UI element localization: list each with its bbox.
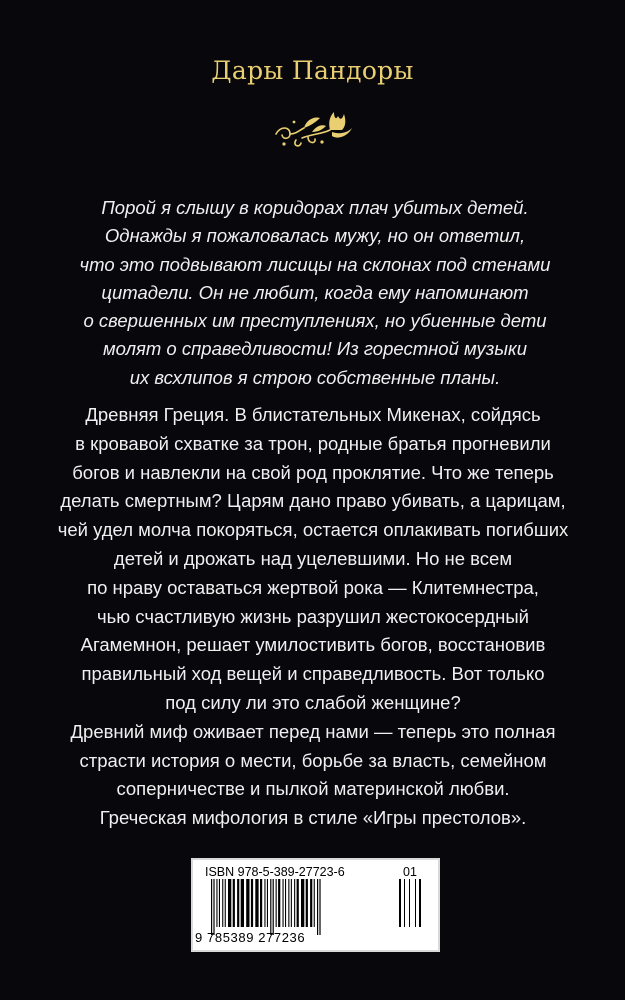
barcode-addon-bar (415, 879, 416, 927)
barcode-bar (285, 879, 286, 927)
description-line: соперничестве и пылкой материнской любви. (116, 778, 510, 800)
barcode-bar (213, 879, 214, 935)
description-line: чей удел молча покоряться, остается оплакивать погибших (57, 519, 569, 541)
barcode-addon-bar (409, 879, 410, 927)
barcode-bar (270, 879, 271, 935)
quote-line: цитадели. Он не любит, когда ему напоминают (101, 281, 529, 303)
isbn-label: ISBN 978-5-389-27723-6 (205, 865, 345, 879)
epigraph-quote (60, 194, 570, 392)
barcode-bar (301, 879, 304, 927)
barcode-bar (319, 879, 320, 935)
barcode-bar (222, 879, 223, 927)
description-line: детей и дрожать над уцелевшими. Но не всем (113, 547, 513, 569)
description-line: Древняя Греция. В блистательных Микенах, сойдясь (85, 404, 541, 425)
isbn-addon: 01 (403, 865, 417, 879)
description-line: правильный ход вещей и справедливость. Вот только (81, 663, 545, 685)
barcode-bars (199, 879, 432, 935)
book-description (48, 401, 578, 833)
barcode-bar (251, 879, 253, 927)
isbn-barcode (191, 858, 440, 952)
barcode-bar (306, 879, 308, 927)
barcode-addon-bar (399, 879, 401, 927)
barcode-bar (317, 879, 318, 935)
description-line: в кровавой схватке за трон, родные братья прогневили (75, 432, 551, 454)
barcode-bar (288, 879, 289, 927)
barcode-bar (310, 879, 312, 927)
quote-line: Порой я слышу в коридорах плач убитых детей. (101, 197, 529, 218)
quote-line: Однажды я пожаловалась мужу, но он ответил, (104, 225, 526, 247)
description-line: чью счастливую жизнь разрушил жестокосердный (97, 605, 529, 627)
quote-line: молят о справедливости! Из горестной музыки (103, 338, 527, 360)
quote-line: их всхлипов я строю собственные планы. (129, 366, 501, 388)
series-title: Дары Пандоры (211, 56, 414, 85)
description-line: Греческая мифология в стиле «Игры престолов». (99, 807, 527, 829)
barcode-bar (219, 879, 220, 927)
floral-ornament-icon (272, 108, 356, 152)
barcode-bar (260, 879, 262, 927)
description-line: под силу ли это слабой женщине? (165, 691, 461, 713)
barcode-bar (273, 879, 274, 935)
description-line: страсти история о мести, борьбе за власть, семейном (79, 749, 547, 771)
barcode-bar (291, 879, 292, 927)
barcode-bar (233, 879, 235, 927)
barcode-bar (276, 879, 277, 927)
barcode-bar (211, 879, 212, 935)
quote-line: что это подвывают лисицы на склонах под стенами (79, 253, 551, 275)
description-line: богов и навлекли на свой род проклятие. Что же теперь (72, 461, 554, 483)
barcode-bar (216, 879, 217, 927)
description-line: Древний миф оживает перед нами — теперь это полная (70, 720, 556, 742)
barcode-bar (225, 879, 226, 927)
barcode-bar (297, 879, 299, 927)
barcode-bar (314, 879, 315, 927)
barcode-bar (283, 879, 284, 927)
barcode-addon-bar (404, 879, 405, 927)
barcode-bar (267, 879, 268, 927)
description-line: по нраву оставаться жертвой рока — Клитемнестра, (87, 576, 539, 598)
barcode-addon-bar (419, 879, 421, 927)
quote-line: о свершенных им преступлениях, но убиенные дети (83, 310, 547, 332)
barcode-bar (278, 879, 280, 927)
barcode-bar (264, 879, 265, 927)
description-line: делать смертным? Царям дано право убивать, а царицам, (60, 490, 566, 512)
barcode-bar (246, 879, 249, 927)
barcode-bar (228, 879, 231, 927)
barcode-digits: 9 785389 277236 (195, 930, 306, 945)
barcode-bar (237, 879, 239, 927)
barcode-bar (241, 879, 244, 927)
barcode-bar (255, 879, 258, 927)
description-line: Агамемнон, решает умилостивить богов, восстановив (80, 634, 546, 656)
barcode-bar (294, 879, 295, 927)
